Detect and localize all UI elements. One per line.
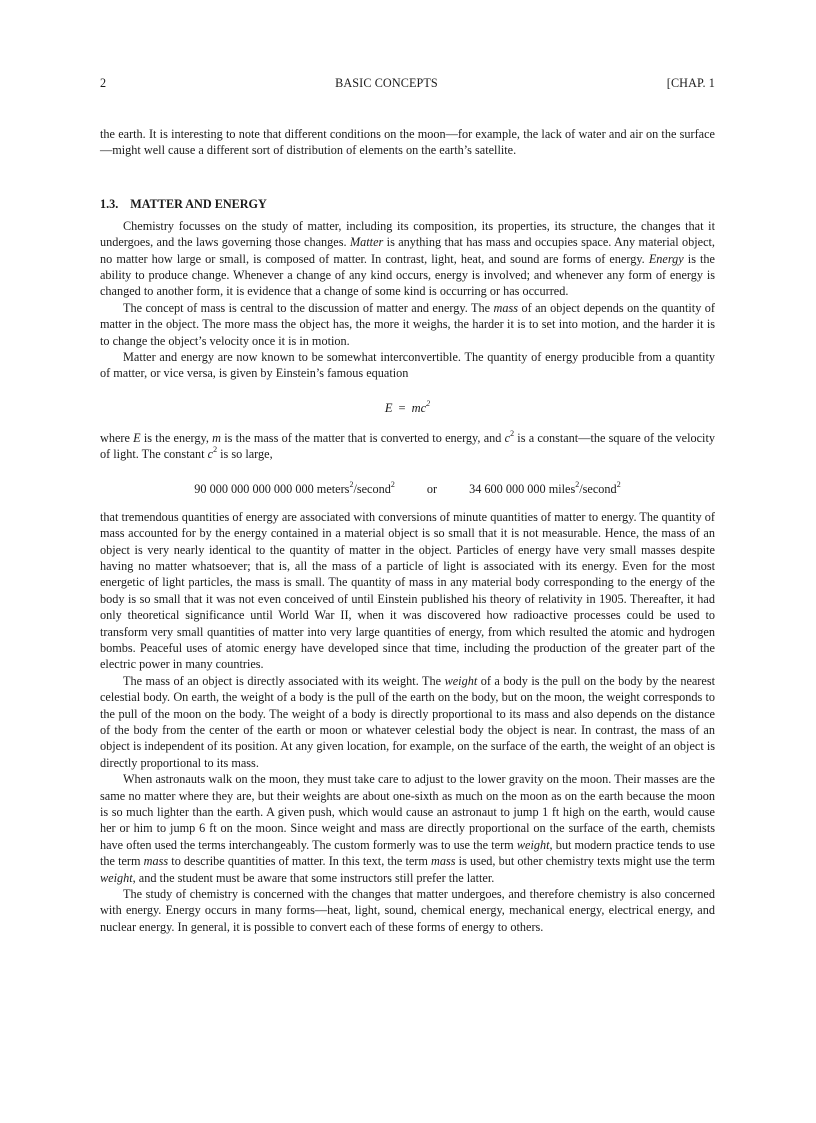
text-run: is a constant—the square of the velocity of light. The constant — [100, 430, 715, 462]
exponent: 2 — [213, 445, 218, 455]
text-run: is the ability to produce change. Whenever a change of any kind occurs, energy is involved; and whenever any form of energy is changed to another form, it is evidence that a change of some kind is occurring or has occurred. — [100, 251, 715, 299]
paragraph-mass-concept — [100, 300, 715, 349]
term-matter: Matter — [349, 235, 384, 250]
paragraph-astronauts — [100, 771, 715, 886]
term-weight: weight — [516, 837, 550, 852]
metric-unit: /second — [353, 481, 391, 496]
term-mass: mass — [143, 854, 169, 869]
text-run: , and the student must be aware that some instructors still prefer the latter. — [132, 870, 495, 885]
imperial-unit: /second — [579, 481, 617, 496]
page-number: 2 — [100, 76, 107, 90]
text-run: The mass of an object is directly associated with its weight. The — [123, 673, 445, 688]
symbol-m: m — [212, 430, 221, 445]
text-run: , but modern practice tends to use the term — [100, 837, 715, 869]
imperial-value: 34 600 000 000 miles — [469, 481, 576, 496]
symbol-c: c — [504, 430, 511, 445]
equation-lhs: E — [384, 400, 393, 415]
text-run: of an object depends on the quantity of matter in the object. The more mass the object has, the more it weighs, the harder it is to set into motion, and the harder it is to change the object’s velocity once it is in motion. — [100, 300, 715, 348]
imperial-constant — [469, 481, 621, 497]
exponent: 2 — [575, 479, 580, 489]
section-number: 1.3. — [100, 196, 119, 211]
text-run: where — [100, 430, 134, 445]
chapter-label: [CHAP. 1 — [666, 76, 715, 90]
section-title: MATTER AND ENERGY — [130, 196, 267, 211]
symbol-e: E — [133, 430, 141, 445]
or-label: or — [426, 481, 438, 496]
text-run: is anything that has mass and occupies space. Any material object, no matter how large or small, is composed of matter. In contrast, light, heat, and sound are forms of energy. — [100, 235, 715, 266]
equation-operator: = — [398, 400, 406, 415]
text-run: of a body is the pull on the body by the nearest celestial body. On earth, the weight of a body is the pull of the earth on the body, but on the moon, the weight corresponds to the pull of the moon on the body. The weight of a body is directly proportional to its mass and also depends on the distance of the body from the center of the earth or moon or whatever celestial body the object is near. In contrast, the mass of an object is independent of its position. At any given location, for example, on the surface of the earth, the weight of an object is directly proportional to its mass. — [100, 673, 715, 770]
paragraph-tremendous-energy: that tremendous quantities of energy are associated with conversions of minute quantities of matter to energy. The quantity of mass accounted for by the energy contained in a material object is so small that it is not measurable. Hence, the mass of an object is very nearly identical to the quantity of matter in the object. Particles of energy have very small masses despite having no matter whatsoever; that is, all the mass of a particle of light is associated with its energy. Even for the most energetic of light particles, the mass is small. The quantity of mass in any material body corresponding to the energy of the body is so small that it was not even conceived of until Einstein published his theory of relativity in 1905. Thereafter, it had only theoretical significance until World War II, when it was discovered how radioactive processes could be used to transform very small quantities of matter into very large quantities of energy, from which resulted the atomic and hydrogen bombs. Peaceful uses of atomic energy have developed since that time, including the production of the greater part of the electric power in many countries. — [100, 509, 715, 672]
term-mass: mass — [431, 854, 456, 869]
text-run: is the mass of the matter that is converted to energy, and — [220, 430, 505, 445]
einstein-equation — [100, 400, 715, 416]
equation-rhs: mc — [411, 400, 427, 415]
text-run: Chemistry focusses on the study of matter, including its composition, its properties, its structure, the changes that it undergoes, and the laws governing those changes. — [100, 218, 715, 250]
exponent: 2 — [349, 479, 354, 489]
term-weight: weight — [100, 870, 133, 885]
exponent: 2 — [616, 479, 621, 489]
running-title: BASIC CONCEPTS — [335, 76, 438, 90]
text-run: is used, but other chemistry texts might use the term — [455, 854, 715, 869]
term-weight: weight — [444, 673, 478, 688]
paragraph-where-e — [100, 430, 715, 463]
exponent: 2 — [390, 479, 395, 489]
paragraph-energy-forms: The study of chemistry is concerned with the changes that matter undergoes, and therefore chemistry is also concerned with energy. Energy occurs in many forms—heat, light, sound, chemical energy, mechanical energy, electrical energy, and nuclear energy. In general, it is possible to convert each of these forms of energy to others. — [100, 887, 715, 934]
paragraph-matter-energy-definition — [100, 218, 715, 300]
equation-exponent: 2 — [426, 398, 431, 408]
text-run: The concept of mass is central to the discussion of matter and energy. The — [123, 300, 494, 315]
metric-constant — [194, 481, 395, 497]
term-energy: Energy — [648, 251, 684, 266]
term-mass: mass — [493, 300, 519, 315]
continued-paragraph: the earth. It is interesting to note that different conditions on the moon—for example, the lack of water and air on the surface—might well cause a different sort of distribution of elements on the earth’s satellite. — [100, 127, 715, 158]
section-heading — [100, 196, 715, 212]
text-run: When astronauts walk on the moon, they must take care to adjust to the lower gravity on the moon. Their masses are the same no matter where they are, but their weights are about one-sixth as much on the moon as on the earth because the moon is so much lighter than the earth. A given push, which would cause an astronaut to jump 1 ft high on the earth, would cause her or him to jump 6 ft on the moon. Since weight and mass are directly proportional on the surface of the earth, chemists have often used the terms interchangeably. The custom formerly was to use the term — [100, 772, 715, 852]
page — [100, 76, 715, 935]
running-head — [100, 76, 715, 92]
metric-value: 90 000 000 000 000 000 meters — [194, 481, 350, 496]
text-run: is so large, — [217, 447, 273, 462]
exponent: 2 — [510, 428, 515, 438]
paragraph-weight — [100, 673, 715, 771]
paragraph-interconvertible: Matter and energy are now known to be somewhat interconvertible. The quantity of energy producible from a quantity of matter, or vice versa, is given by Einstein’s famous equation — [100, 350, 715, 381]
symbol-c: c — [207, 447, 214, 462]
text-run: is the energy, — [140, 430, 213, 445]
text-run: to describe quantities of matter. In this text, the term — [168, 854, 432, 869]
light-speed-constants — [100, 481, 715, 497]
